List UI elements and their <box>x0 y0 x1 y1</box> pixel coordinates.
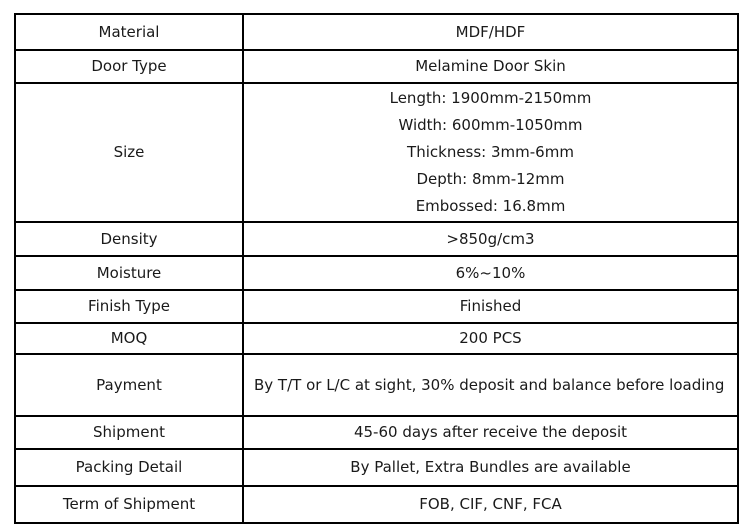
spec-value-cell <box>243 222 738 256</box>
table-row <box>15 14 738 50</box>
spec-value-cell <box>243 449 738 486</box>
spec-value-line: By Pallet, Extra Bundles are available <box>350 458 631 476</box>
table-row <box>15 323 738 354</box>
spec-value-line: By T/T or L/C at sight, 30% deposit and balance before loading <box>254 375 725 394</box>
spec-value-cell <box>243 486 738 523</box>
spec-value-cell <box>243 83 738 222</box>
table-row <box>15 50 738 83</box>
spec-value-line: 200 PCS <box>459 329 522 347</box>
table-row <box>15 486 738 523</box>
spec-value-line: Depth: 8mm-12mm <box>416 170 565 188</box>
spec-value-line: Finished <box>459 297 522 315</box>
spec-table-body <box>15 14 738 523</box>
spec-value-line: 45-60 days after receive the deposit <box>353 423 628 441</box>
spec-value-line: Length: 1900mm-2150mm <box>389 89 592 107</box>
spec-value-line: MDF/HDF <box>455 22 526 41</box>
table-row <box>15 290 738 323</box>
spec-label-cell: Door Type <box>15 50 243 83</box>
spec-value-cell <box>243 256 738 290</box>
spec-label-cell: Moisture <box>15 256 243 290</box>
spec-label-cell: Density <box>15 222 243 256</box>
spec-value-line: >850g/cm3 <box>446 229 535 248</box>
spec-value-line: Melamine Door Skin <box>415 57 566 75</box>
table-row <box>15 222 738 256</box>
spec-value-cell <box>243 14 738 50</box>
product-spec-table <box>14 13 739 524</box>
spec-value-line: Width: 600mm-1050mm <box>398 116 583 134</box>
spec-value-line: FOB, CIF, CNF, FCA <box>419 495 562 513</box>
table-row <box>15 83 738 222</box>
spec-label-cell: Term of Shipment <box>15 486 243 523</box>
spec-value-line: Embossed: 16.8mm <box>415 197 566 215</box>
spec-value-cell <box>243 50 738 83</box>
table-row <box>15 354 738 416</box>
spec-value-cell <box>243 323 738 354</box>
spec-label-cell: Size <box>15 83 243 222</box>
table-row <box>15 449 738 486</box>
spec-label-cell: Packing Detail <box>15 449 243 486</box>
spec-label-cell: MOQ <box>15 323 243 354</box>
spec-label-cell: Material <box>15 14 243 50</box>
spec-value-line: 6%~10% <box>455 263 526 282</box>
table-row <box>15 256 738 290</box>
spec-value-cell <box>243 354 738 416</box>
spec-label-cell: Payment <box>15 354 243 416</box>
table-row <box>15 416 738 449</box>
spec-value-line: Thickness: 3mm-6mm <box>407 143 574 161</box>
spec-value-cell <box>243 290 738 323</box>
spec-label-cell: Finish Type <box>15 290 243 323</box>
spec-value-cell <box>243 416 738 449</box>
spec-label-cell: Shipment <box>15 416 243 449</box>
